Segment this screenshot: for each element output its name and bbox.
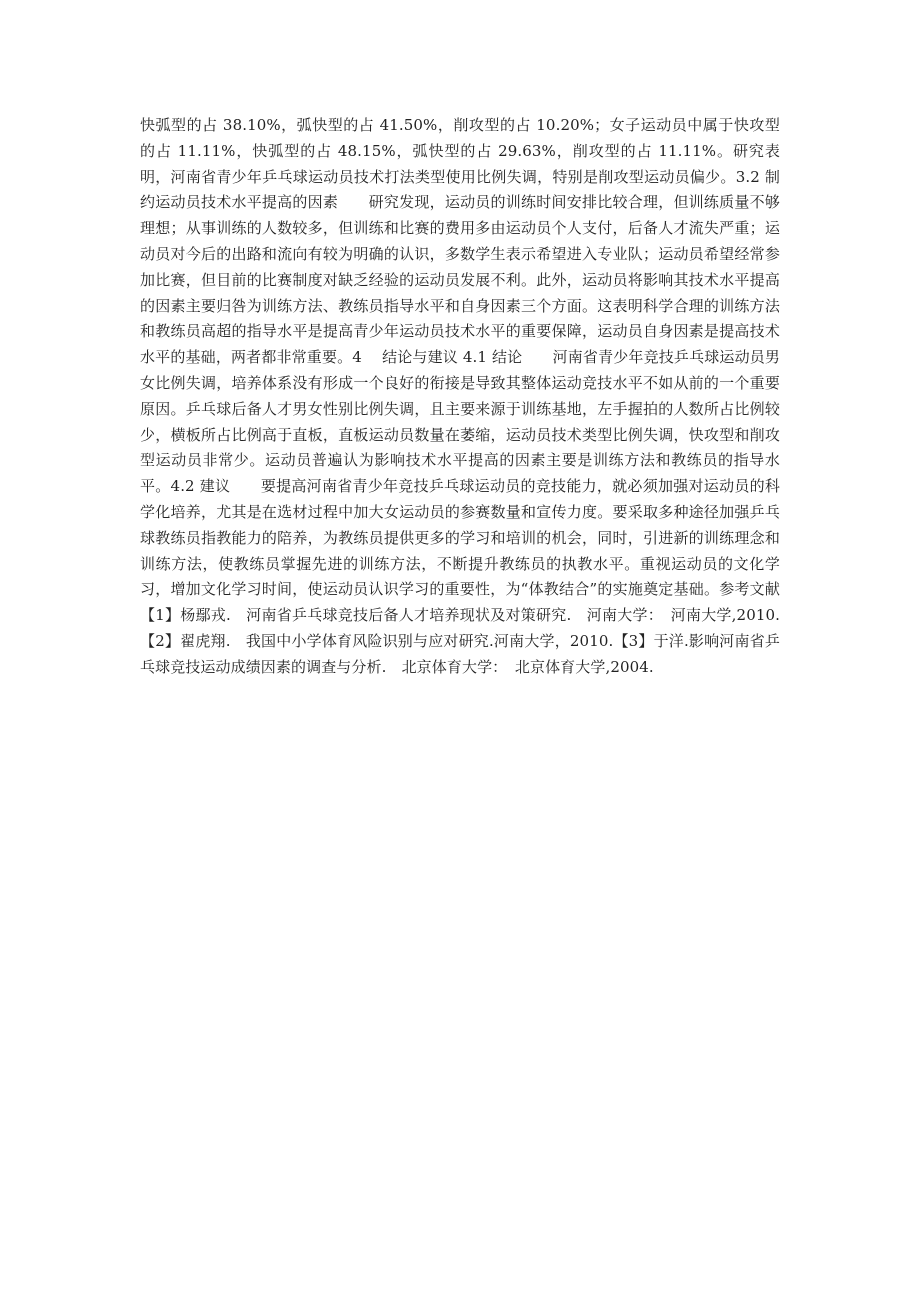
document-body-text: 快弧型的占 38.10%，弧快型的占 41.50%，削攻型的占 10.20%；女子运动员中属于快攻型的占 11.11%，快弧型的占 48.15%，弧快型的占 29.63%，削攻型的占 11.11%。研究表明，河南省青少年乒乓球运动员技术打法类型使用比例失调，特别是削攻型运动员偏少。3.2 制约运动员技术水平提高的因素 研究发现，运动员的训练时间安排比较合理，但训练质量不够理想；从事训练的人数较多，但训练和比赛的费用多由运动员个人支付，后备人才流失严重；运动员对今后的出路和流向有较为明确的认识，多数学生表示希望进入专业队；运动员希望经常参加比赛，但目前的比赛制度对缺乏经验的运动员发展不利。此外，运动员将影响其技术水平提高的因素主要归咎为训练方法、教练员指导水平和自身因素三个方面。这表明科学合理的训练方法和教练员高超的指导水平是提高青少年运动员技术水平的重要保障，运动员自身因素是提高技术水平的基础，两者都非常重要。4 结论与建议 4.1 结论 河南省青少年竞技乒乓球运动员男女比例失调，培养体系没有形成一个良好的衔接是导致其整体运动竞技水平不如从前的一个重要原因。乒乓球后备人才男女性别比例失调，且主要来源于训练基地，左手握拍的人数所占比例较少，横板所占比例高于直板，直板运动员数量在萎缩，运动员技术类型比例失调，快攻型和削攻型运动员非常少。运动员普遍认为影响技术水平提高的因素主要是训练方法和教练员的指导水平。4.2 建议 要提高河南省青少年竞技乒乓球运动员的竞技能力，就必须加强对运动员的科学化培养，尤其是在选材过程中加大女运动员的参赛数量和宣传力度。要采取多种途径加强乒乓球教练员指教能力的陪养，为教练员提供更多的学习和培训的机会，同时，引进新的训练理念和训练方法，使教练员掌握先进的训练方法，不断提升教练员的执教水平。重视运动员的文化学习，增加文化学习时间，使运动员认识学习的重要性，为“体教结合”的实施奠定基础。参考文献【1】杨鄢戎. 河南省乒乓球竞技后备人才培养现状及对策研究. 河南大学： 河南大学,2010.【2】翟虎翔. 我国中小学体育风险识别与应对研究.河南大学，2010.【3】于洋.影响河南省乒乓球竞技运动成绩因素的调查与分析. 北京体育大学： 北京体育大学,2004.: [140, 116, 780, 676]
